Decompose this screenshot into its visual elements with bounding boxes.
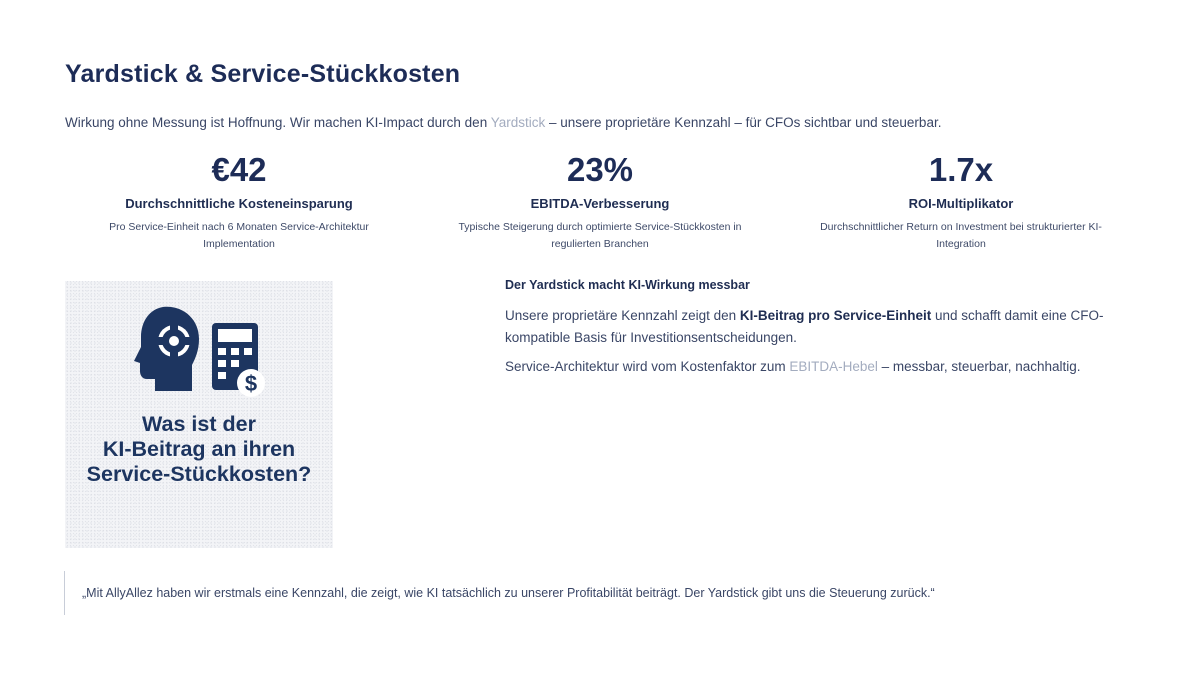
paragraph-ebitda — [505, 356, 1125, 378]
paragraph-kennzahl — [505, 305, 1125, 349]
stat-value: 23% — [566, 151, 634, 188]
stat-cost-savings — [69, 150, 409, 253]
p1-after: und schafft damit eine CFO-kompatible Basis für Investitionsentscheidungen. — [505, 308, 1104, 345]
stat-value: 1.7x — [928, 151, 994, 188]
p1-before: Unsere proprietäre Kennzahl zeigt den — [505, 308, 740, 323]
p1-bold: KI-Beitrag pro Service-Einheit — [739, 308, 932, 323]
stat-ebitda — [430, 150, 770, 253]
section-heading: Der Yardstick macht KI-Wirkung messbar — [505, 278, 750, 292]
stat-roi — [791, 150, 1131, 253]
intro-text — [65, 115, 941, 130]
head-gear-icon — [134, 307, 199, 391]
stat-description: Typische Steigerung durch optimierte Service-Stückkosten in regulierten Branchen — [458, 221, 742, 250]
stat-value: €42 — [211, 151, 267, 188]
quote-divider — [64, 571, 65, 615]
intro-before: Wirkung ohne Messung ist Hoffnung. Wir machen KI-Impact durch den — [65, 115, 491, 130]
intro-highlight-yardstick: Yardstick — [490, 115, 546, 130]
poster-line-1: Was ist der — [142, 412, 256, 436]
svg-text:$: $ — [244, 371, 258, 396]
p2-highlight: EBITDA-Hebel — [789, 359, 878, 374]
poster-line-2: KI-Beitrag an ihren — [102, 437, 296, 461]
stat-label: EBITDA-Verbesserung — [530, 196, 670, 211]
poster-icons — [129, 303, 269, 403]
promo-image — [65, 281, 333, 548]
testimonial-quote: „Mit AllyAllez haben wir erstmals eine Kennzahl, die zeigt, wie KI tatsächlich zu unserer Profitabilität beiträgt. Der Yardstick gibt uns die Steuerung zurück.“ — [82, 586, 935, 600]
stat-description: Durchschnittlicher Return on Investment bei strukturierter KI-Integration — [820, 221, 1102, 250]
poster-line-3: Service-Stückkosten? — [86, 462, 312, 486]
stat-label: ROI-Multiplikator — [908, 196, 1014, 211]
intro-after: – unsere proprietäre Kennzahl – für CFOs sichtbar und steuerbar. — [545, 115, 942, 130]
p2-before: Service-Architektur wird vom Kostenfaktor zum — [505, 359, 790, 374]
p2-after: – messbar, steuerbar, nachhaltig. — [877, 359, 1081, 374]
poster-question — [65, 412, 333, 487]
stat-description: Pro Service-Einheit nach 6 Monaten Service-Architektur Implementation — [109, 221, 369, 250]
page-title: Yardstick & Service-Stückkosten — [65, 60, 461, 88]
stat-label: Durchschnittliche Kosteneinsparung — [125, 196, 353, 211]
calculator-dollar-icon — [212, 323, 265, 397]
